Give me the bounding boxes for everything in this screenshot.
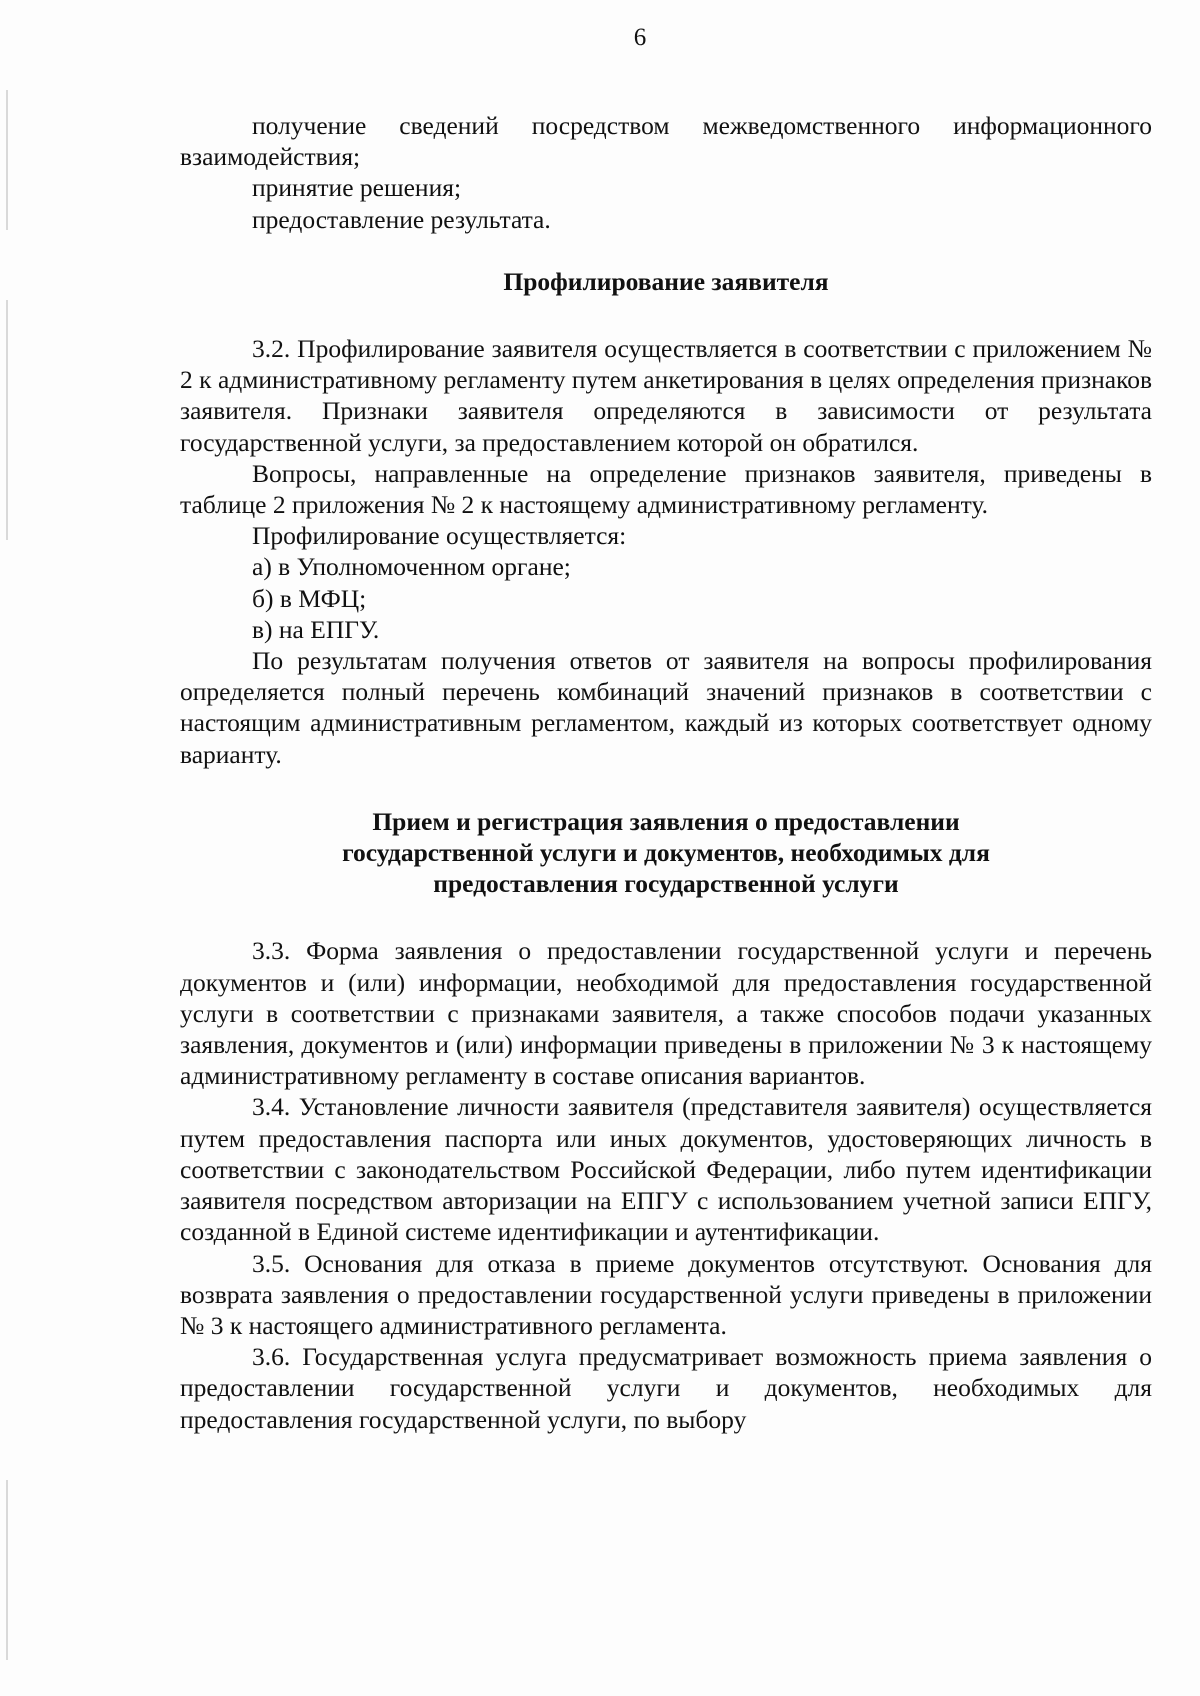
section-heading-reception bbox=[180, 806, 1152, 900]
intro-paragraph: принятие решения; bbox=[252, 173, 462, 203]
page-number: 6 bbox=[633, 24, 647, 51]
intro-paragraph: предоставление результата. bbox=[252, 204, 551, 234]
intro-paragraph: получение сведений посредством межведомственного информационного взаимодействия; bbox=[180, 111, 1152, 172]
heading-line: государственной услуги и документов, необходимых для bbox=[342, 838, 990, 868]
paragraph-profiling-results: По результатам получения ответов от заявителя на вопросы профилирования определяется полный перечень комбинаций значений признаков в соответствии с настоящим административным регламентом, каждый из которых соответствует одному варианту. bbox=[180, 646, 1152, 769]
list-item-a: а) в Уполномоченном органе; bbox=[252, 552, 571, 582]
paragraph-profiling-places: Профилирование осуществляется: bbox=[252, 521, 627, 551]
paragraph-3-3: 3.3. Форма заявления о предоставлении государственной услуги и перечень документов и (или) информации, необходимой для предоставления государственной услуги в соответствии с признаками заявителя, а также способов подачи указанных заявления, документов и (или) информации приведены в приложении № 3 к настоящему административному регламенту в составе описания вариантов. bbox=[180, 936, 1152, 1091]
scan-edge-mark bbox=[6, 1480, 8, 1660]
paragraph-3-6: 3.6. Государственная услуга предусматривает возможность приема заявления о предоставлении государственной услуги и документов, необходимых для предоставления государственной услуги, по выбору bbox=[180, 1342, 1152, 1434]
paragraph-questions: Вопросы, направленные на определение признаков заявителя, приведены в таблице 2 приложения № 2 к настоящему административному регламенту. bbox=[180, 458, 1152, 520]
section-heading-profiling: Профилирование заявителя bbox=[503, 266, 829, 296]
scan-edge-mark bbox=[6, 90, 8, 230]
document-body bbox=[180, 110, 1152, 1435]
scan-edge-mark bbox=[6, 300, 8, 540]
list-item-c: в) на ЕПГУ. bbox=[252, 614, 380, 644]
paragraph-3-5: 3.5. Основания для отказа в приеме документов отсутствуют. Основания для возврата заявления о предоставлении государственной услуги приведены в приложении № 3 к настоящего административного регламента. bbox=[180, 1248, 1152, 1340]
list-item-b: б) в МФЦ; bbox=[252, 583, 367, 613]
paragraph-3-4: 3.4. Установление личности заявителя (представителя заявителя) осуществляется путем предоставления паспорта или иных документов, удостоверяющих личность в соответствии с законодательством Российской Федерации, либо путем идентификации заявителя посредством авторизации на ЕПГУ с использованием учетной записи ЕПГУ, созданной в Единой системе идентификации и аутентификации. bbox=[180, 1092, 1152, 1247]
paragraph-3-2: 3.2. Профилирование заявителя осуществляется в соответствии с приложением № 2 к административному регламенту путем анкетирования в целях определения признаков заявителя. Признаки заявителя определяются в зависимости от результата государственной услуги, за предоставлением которой он обратился. bbox=[180, 334, 1152, 457]
heading-line: Прием и регистрация заявления о предоставлении bbox=[372, 806, 960, 836]
heading-line: предоставления государственной услуги bbox=[433, 869, 899, 899]
